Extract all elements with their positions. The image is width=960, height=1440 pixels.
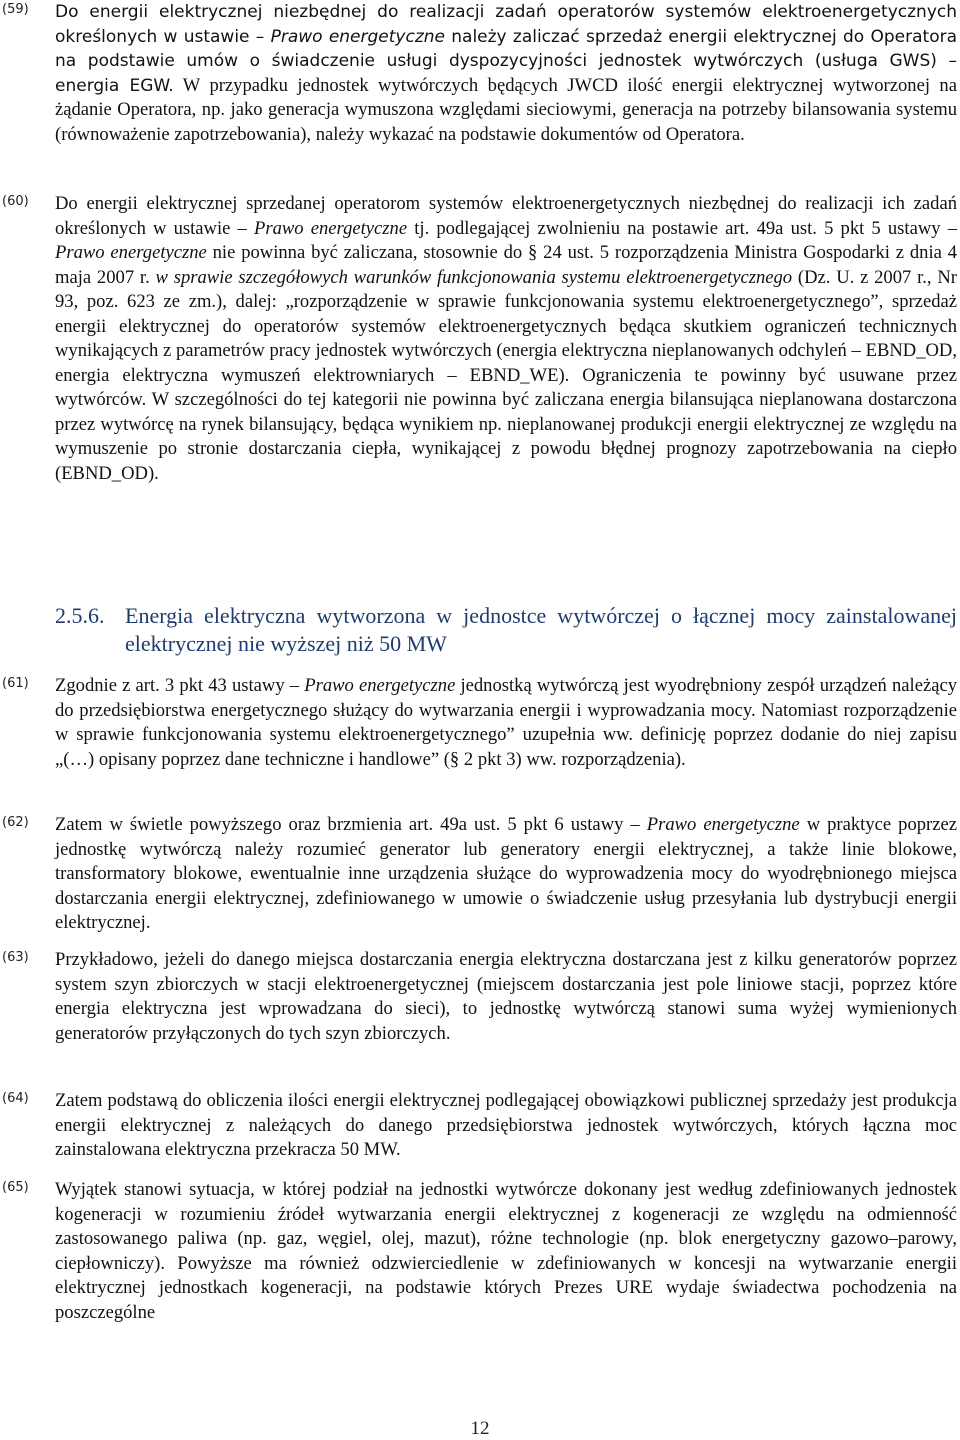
text-run-italic: Prawo energetyczne	[304, 675, 456, 696]
text-run: Zatem w świetle powyższego oraz brzmienia art. 49a ust. 5 pkt 6 ustawy –	[55, 814, 647, 835]
text-run: (Dz. U. z 2007 r., Nr 93, poz. 623 ze zm.), dalej: „rozporządzenie w sprawie funkcjonowania systemu elektroenergetycznego”, sprzedaż energii elektrycznej do operatorów systemów elektroenergetycznych będąca skutkiem ograniczeń technicznych wynikających z parametrów pracy jednostek wytwórczych (energia elektryczna nieplanowanych odchyleń – EBND_OD, energia elektryczna wymuszeń elektrowniarych – EBND_WE). Ograniczenia te powinny być usuwane przez wytwórców. W szczególności do tej kategorii nie powinna być zaliczana energia bilansująca nieplanowana dostarczona przez wytwórcę na rynek bilansujący, będąca wynikiem np. nieplanowanej produkcji energii elektrycznej ze względu na wymuszenie po stronie dostarczania ciepła, wynikającej z powodu błędnej prognozy zapotrzebowania na ciepło (EBND_OD).	[55, 266, 957, 484]
text-run: Zatem podstawą do obliczenia ilości energii elektrycznej podlegającej obowiązkowi publicznej sprzedaży jest produkcja energii elektrycznej z należących do danego przedsiębiorstwa jednostek wytwórczych, których łączna moc zainstalowana elektryczna przekracza 50 MW.	[55, 1090, 957, 1160]
section-heading	[55, 602, 957, 658]
text-run: w praktyce poprzez jednostkę wytwórczą należy rozumieć generator lub generatory energii elektrycznej, a także linie blokowe, transformatory blokowe, ewentualnie inne urządzenia służące do wyprowadzenia mocy do wyodrębnionego miejsca dostarczania energii elektrycznej, zdefiniowanego w umowie o świadczenie usług przesyłania lub dystrybucji energii elektrycznej.	[55, 814, 957, 933]
paragraph-number: (62)	[2, 815, 29, 830]
page-number: 12	[470, 1418, 490, 1439]
paragraph-61	[0, 674, 960, 772]
paragraph-62	[0, 813, 960, 936]
paragraph-63	[0, 948, 960, 1046]
text-run-italic: Prawo energetyczne	[254, 217, 408, 239]
text-run: Zgodnie z art. 3 pkt 43 ustawy –	[55, 675, 305, 696]
paragraph-number: (59)	[2, 2, 29, 17]
paragraph-text	[55, 1178, 957, 1325]
paragraph-number: (64)	[2, 1091, 29, 1106]
text-run-italic: Prawo energetyczne	[55, 242, 207, 263]
paragraph-64	[0, 1089, 960, 1163]
text-run-italic: Prawo energetyczne	[646, 814, 800, 835]
text-run: należy zaliczać sprzedaż energii elektrycznej do Operatora na podstawie umów o świadczenie usługi dyspozycyjności jednostek wytwórczych (usługa GWS) – energia EGW.	[55, 26, 957, 96]
paragraph-59	[0, 0, 960, 147]
paragraph-number: (61)	[2, 676, 29, 691]
text-run-italic: w sprawie szczegółowych warunków funkcjonowania systemu elektroenergetycznego	[155, 266, 793, 288]
paragraph-text	[55, 674, 957, 772]
paragraph-text	[55, 192, 957, 486]
paragraph-text	[55, 813, 957, 936]
text-run: Do energii elektrycznej sprzedanej operatorom systemów elektroenergetycznych niezbędnej do realizacji ich zadań określonych w ustawie –	[55, 193, 957, 239]
text-run: Do energii elektrycznej niezbędnej do realizacji zadań operatorów systemów elektroenergetycznych określonych w ustawie –	[55, 2, 957, 47]
paragraph-number: (65)	[2, 1180, 29, 1195]
text-run: jednostką wytwórczą jest wyodrębniony zespół urządzeń należący do przedsiębiorstwa energetycznego służący do wytwarzania energii i wyprowadzania mocy. Natomiast rozporządzenie w sprawie funkcjonowania systemu elektroenergetycznego” uzupełnia ww. definicję poprzez dodanie do niej zapisu „(…) opisany poprzez dane techniczne i handlowe” (§ 2 pkt 3) ww. rozporządzenia).	[55, 675, 957, 770]
section-number: 2.5.6.	[55, 603, 105, 628]
paragraph-number: (63)	[2, 950, 29, 965]
text-run: nie powinna być zaliczana, stosownie do § 24 ust. 5 rozporządzenia Ministra Gospodarki z dnia 4 maja 2007 r.	[55, 242, 958, 288]
paragraph-number: (60)	[2, 194, 29, 209]
paragraph-text	[55, 1089, 957, 1163]
text-run-italic: Prawo energetyczne	[270, 26, 445, 47]
paragraph-text	[55, 948, 957, 1046]
text-run: tj. podlegającej zwolnieniu na postawie art. 49a ust. 5 pkt 5 ustawy –	[407, 217, 957, 239]
paragraph-65	[0, 1178, 960, 1325]
paragraph-60	[0, 192, 960, 486]
text-run: Przykładowo, jeżeli do danego miejsca dostarczania energia elektryczna dostarczana jest z kilku generatorów poprzez system szyn zbiorczych w stacji elektroenergetycznej (miejscem dostarczania jest pole liniowe stacji, poprzez które energia elektryczna jest wprowadzana do sieci), to jednostkę wytwórczą stanowi suma wyżej wymienionych generatorów przyłączonych do tych szyn zbiorczych.	[55, 949, 957, 1044]
section-title: Energia elektryczna wytworzona w jednostce wytwórczej o łącznej mocy zainstalowanej elektrycznej nie wyższej niż 50 MW	[125, 603, 957, 656]
paragraph-text	[55, 0, 957, 147]
text-run: W przypadku jednostek wytwórczych będących JWCD ilość energii elektrycznej wytworzonej na żądanie Operatora, np. jako generacja wymuszona względami sieciowymi, generacja na potrzeby bilansowania systemu (równoważenie zapotrzebowania), należy wykazać na podstawie dokumentów od Operatora.	[55, 74, 957, 145]
text-run: Wyjątek stanowi sytuacja, w której podział na jednostki wytwórcze dokonany jest według zdefiniowanych jednostek kogeneracji w rozumieniu źródeł wytwarzania energii elektrycznej z kogeneracji ze względu na odmienność zastosowanego paliwa (np. gaz, węgiel, olej, mazut), różne technologie (np. blok energetyczny gazowo–parowy, ciepłowniczy). Powyższe ma również odzwierciedlenie w zdefiniowanych w koncesji na wytwarzanie energii elektrycznej jednostkach kogeneracji, na podstawie których Prezes URE wydaje świadectwa pochodzenia na poszczególne	[55, 1179, 957, 1323]
